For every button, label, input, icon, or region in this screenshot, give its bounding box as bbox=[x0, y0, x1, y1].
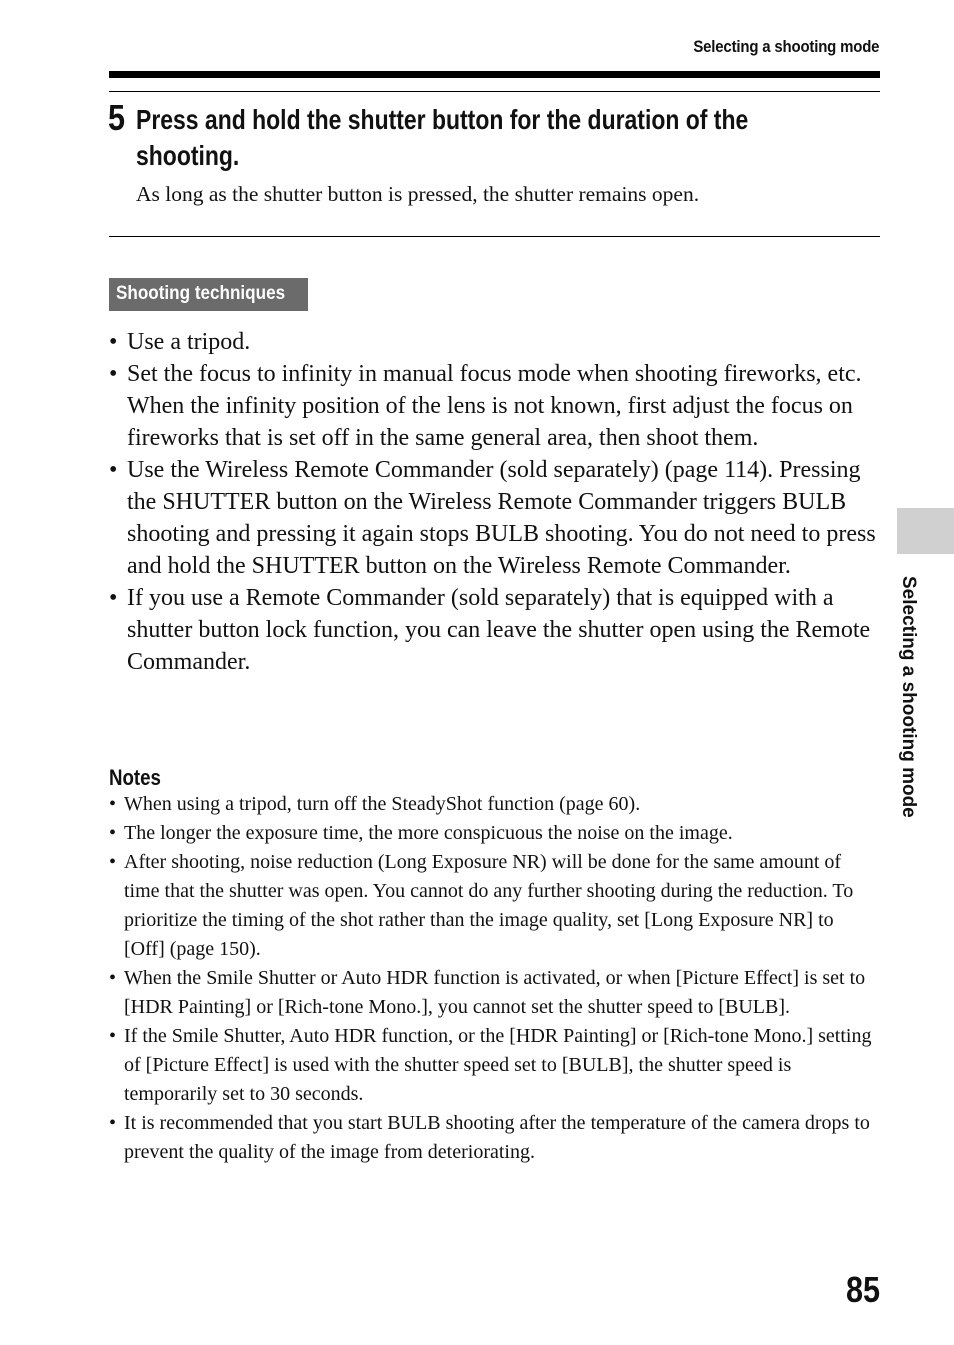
note-text: It is recommended that you start BULB shooting after the temperature of the camera drops to prevent the quality of the image from deteriorating. bbox=[124, 1112, 870, 1163]
header-rule-thick bbox=[109, 71, 880, 78]
bullet: • bbox=[109, 1025, 117, 1047]
bullet: • bbox=[109, 457, 118, 483]
note-item bbox=[109, 1109, 879, 1167]
note-text: If the Smile Shutter, Auto HDR function, or the [HDR Painting] or [Rich-tone Mono.] setting of [Picture Effect] is used with the shutter speed set to [BULB], the shutter speed is temporarily set to 30 seconds. bbox=[124, 1025, 872, 1105]
bullet: • bbox=[109, 822, 117, 844]
list-item-text: Use the Wireless Remote Commander (sold separately) (page 114). Pressing the SHUTTER button on the Wireless Remote Commander triggers BULB shooting and pressing it again stops BULB shooting. You do not need to press and hold the SHUTTER button on the Wireless Remote Commander. bbox=[127, 457, 876, 579]
list-item bbox=[109, 454, 884, 582]
bullet: • bbox=[109, 967, 117, 989]
side-tab-label: Selecting a shooting mode bbox=[898, 576, 919, 818]
bullet: • bbox=[109, 361, 118, 387]
notes-heading: Notes bbox=[109, 765, 161, 790]
bullet: • bbox=[109, 329, 118, 355]
running-head: Selecting a shooting mode bbox=[693, 37, 879, 56]
note-text: When the Smile Shutter or Auto HDR function is activated, or when [Picture Effect] is set to [HDR Painting] or [Rich-tone Mono.], you cannot set the shutter speed to [BULB]. bbox=[124, 967, 866, 1018]
note-item bbox=[109, 1022, 879, 1109]
note-item bbox=[109, 790, 879, 819]
note-text: When using a tripod, turn off the SteadyShot function (page 60). bbox=[124, 793, 641, 815]
list-item bbox=[109, 358, 884, 454]
side-thumb-tab bbox=[897, 508, 954, 554]
note-text: The longer the exposure time, the more conspicuous the noise on the image. bbox=[124, 822, 733, 844]
header-rule-thin bbox=[109, 91, 880, 92]
list-item bbox=[109, 326, 884, 358]
page-number: 85 bbox=[845, 1269, 880, 1310]
note-item bbox=[109, 848, 879, 964]
bullet: • bbox=[109, 1112, 117, 1134]
step-number: 5 bbox=[108, 97, 126, 138]
step-description: As long as the shutter button is pressed, the shutter remains open. bbox=[136, 182, 700, 206]
bullet: • bbox=[109, 793, 117, 815]
bullet: • bbox=[109, 585, 118, 611]
section-divider bbox=[109, 236, 880, 237]
step-title: Press and hold the shutter button for the duration of the shooting. bbox=[136, 104, 749, 171]
list-item-text: If you use a Remote Commander (sold separately) that is equipped with a shutter button lock function, you can leave the shutter open using the Remote Commander. bbox=[127, 585, 871, 675]
list-item-text: Set the focus to infinity in manual focus mode when shooting fireworks, etc. When the infinity position of the lens is not known, first adjust the focus on fireworks that is set off in the same general area, then shoot them. bbox=[127, 361, 862, 451]
list-item-text: Use a tripod. bbox=[127, 329, 251, 355]
shooting-techniques-label-text: Shooting techniques bbox=[116, 283, 286, 304]
note-item bbox=[109, 819, 879, 848]
list-item bbox=[109, 582, 884, 678]
note-text: After shooting, noise reduction (Long Exposure NR) will be done for the same amount of time that the shutter was open. You cannot do any further shooting during the reduction. To prioritize the timing of the shot rather than the image quality, set [Long Exposure NR] to [Off] (page 150). bbox=[124, 851, 854, 960]
techniques-list bbox=[109, 326, 884, 678]
bullet: • bbox=[109, 851, 117, 873]
notes-list bbox=[109, 790, 879, 1167]
note-item bbox=[109, 964, 879, 1022]
shooting-techniques-label bbox=[109, 278, 308, 311]
